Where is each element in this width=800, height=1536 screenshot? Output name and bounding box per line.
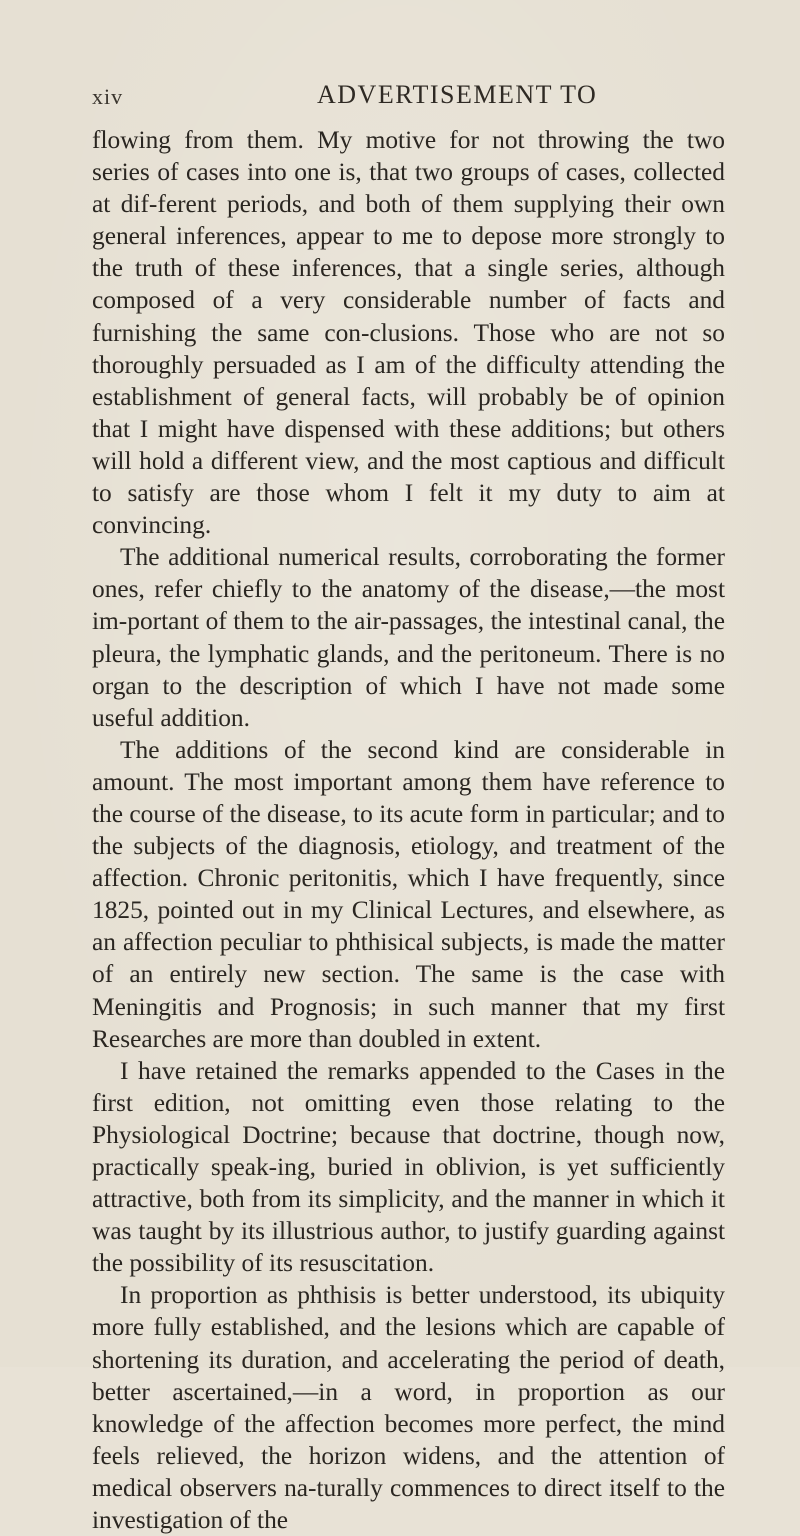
paragraph-continuation: flowing from them. My motive for not throwing the two series of cases into one is, that two groups of cases, collected at dif-ferent periods, and both of them supplying their own general inferences, appear to me to depose more strongly to the truth of these inferences, that a single series, although composed of a very considerable number of facts and furnishing the same con-clusions. Those who are not so thoroughly persuaded as I am of the difficulty attending the establishment of general facts, will probably be of opinion that I might have dispensed with these additions; but others will hold a different view, and the most captious and difficult to satisfy are those whom I felt it my duty to aim at convincing. [92,126,725,540]
paragraph-phthisis-understood: In proportion as phthisis is better understood, its ubiquity more fully established, and the lesions which are capable of shortening its duration, and accelerating the period of death, better ascertained,—in a word, in proportion as our knowledge of the affection becomes more perfect, the mind feels relieved, the horizon widens, and the attention of medical observers na-turally commences to direct itself to the investigation of the [92,1281,725,1535]
page-number: xiv [92,84,124,109]
paragraph-retained-remarks: I have retained the remarks appended to the Cases in the first edition, not omitting even those relating to the Physiological Doctrine; because that doctrine, though now, practically speak-ing, buried in oblivion, is yet sufficiently attractive, both from its simplicity, and the manner in which it was taught by its illustrious author, to justify guarding against the possibility of its resuscitation. [92,1056,725,1278]
running-head [92,80,732,110]
paragraph-second-kind-additions: The additions of the second kind are considerable in amount. The most important among them have reference to the course of the disease, to its acute form in particular; and to the subjects of the diagnosis, etiology, and treatment of the affection. Chronic peritonitis, which I have frequently, since 1825, pointed out in my Clinical Lectures, and elsewhere, as an affection peculiar to phthisical subjects, is made the matter of an entirely new section. The same is the case with Meningitis and Prognosis; in such manner that my first Researches are more than doubled in extent. [92,735,725,1053]
body-text [92,124,725,1536]
paragraph-numerical-results: The additional numerical results, corroborating the former ones, refer chiefly to the anatomy of the disease,—the most im-portant of them to the air-passages, the intestinal canal, the pleura, the lymphatic glands, and the peritoneum. There is no organ to the description of which I have not made some useful addition. [92,543,725,732]
running-head-title: ADVERTISEMENT TO [317,80,598,109]
